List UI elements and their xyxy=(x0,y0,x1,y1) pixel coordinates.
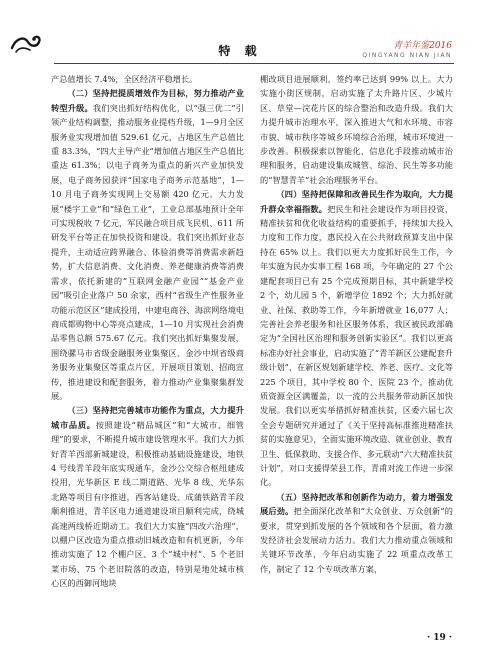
paragraph: 棚改项目进展顺利，签约率已达到 99% 以上。大力实施小街区规制，启动实施了太升路片区、少城片区、草堂—浣花片区的综合整治和改造升级。我们大力提升城市治理水平，深入推进大气和水环境、市容市貌、城市秩序等城乡环境综合治理，城市环境进一步改善。积极探索以智能化、信息化手段推动城市治理和服务，启动建设集成城管、综治、民生等多功能的“智慧青羊”社会治理服务平台。 xyxy=(260,74,453,185)
paragraph: 产总值增长 7.4%，全区经济平稳增长。 xyxy=(51,74,198,84)
journal-name: 青羊年鉴2016 xyxy=(393,41,452,51)
header-rule xyxy=(54,63,454,64)
paragraph xyxy=(260,187,453,490)
paragraph xyxy=(51,403,244,590)
page-number: · 19 · xyxy=(426,633,452,643)
paragraph-lead: （三）坚持把完善城市功能作为重点，大力提升城市品质。 xyxy=(51,405,244,430)
paragraph xyxy=(51,86,244,403)
paragraph-lead: （四）坚持把保障和改善民生作为取向，大力提升群众幸福指数。 xyxy=(260,189,453,214)
paragraph-body: 我们突出抓好结构优化，以“强三优二”引领产业结构调整，推动服务业提档升级，1—9月全区服务业实现增加值 529.61 亿元，占地区生产总值比重 83.3%，“四大主导产业”增加值占地区生产总值比重达 61.3%；以电子商务为重点的新兴产业加快发展，电子商务园获评“国家电子商务示范基地”，1—10 月电子商务实现网上交易额 420 亿元。大力发展“楼宇工业”和“绿色工业”，工业总部基地预计全年可实现税收 7 亿元，军民融合项目成飞民机、611 所研发平台等正在加快投资和建设。我们突出抓好业态提升，主动适应跨界融合、体验消费等消费需求新趋势，扩大信息消费、文化消费、养老健康消费等消费需求，依托新建的“互联网金融产业园”“基金产业园”吸引企业落户 50 余家，西村“省级生产性服务业功能示范区区”建成投用，中建电商谷、海滨网络境电商成都购物中心等亮点建成，1—10 月实现社会消费品零售总额 575.67 亿元。我们突出抓好集聚发展，围绕骡马市省级金融服务业集聚区、金沙中坝省级商务服务业集聚区等重点片区，开展项目策划、招商宣传，推进建设和配套服务，着力推动产业集聚集群发展。 xyxy=(51,102,244,401)
paragraph-lead: （二）坚持把提质增效作为目标，努力推动产业转型升级。 xyxy=(51,88,244,113)
paragraph-body: 按照建设“精品城区”和“大城市、细管理”的要求，不断提升城市建设管理水平。我们大力抓好青羊西部新城建设，积极推动基础设施建设，地铁 4 号线青羊段年底实现通车，金沙公交综合枢纽建成投用，光华新区 E 线二期道路、光华 8 线、光华东北路等项目有序推进，西客站建设、成蒲铁路青羊段顺利推进，青羊区电力通道建设项目顺利完成，绕城高速两线桥近期动工。我们大力实施“四改六治理”，以棚户区改造为重点推动旧城改造和有机更新，今年推动实施了 12 个棚户区、3 个“城中村”、5 个老旧菜市场、75 个老旧院落的改造，特别是地处城市核心区的西御河地块 xyxy=(51,419,244,589)
journal-pinyin: QINGYANG NIAN JIAN xyxy=(362,52,452,59)
left-column xyxy=(51,72,244,591)
paragraph-lead: （五）坚持把改革和创新作为动力，着力增强发展后劲。 xyxy=(260,491,453,517)
paragraph-body: 把民生和社会建设作为项目投资，精准扶贫和优化收益结构的重要抓手，持续加大投入力度和工作力度，惠民投入在公共财政预算支出中保持在 65% 以上。我们以更大力度抓好民生工作，今年实施为民办实事工程 168 项，今年确定的 27 个公建配套项目已有 25 个完成预期目标，其中新建学校 2 个，幼儿园 5 个，新增学位 1892 个；大力抓好就业、社保、救助等工作，今年新增就业 16,077 人；完善社会养老服务和社区服务体系，我区被民政部确定为“全国社区治理和服务创新实验区”。我们以更高标准办好社会事业，启动实施了“青羊新区公建配套升级计划”，在新区规划新建学校、养老、医疗、文化等 225 个项目，其中学校 80 个、医院 23 个，推动优质资源全区满覆盖，以一流的公共服务带动新区加快发展。我们以更实举措抓好精准扶贫，区委六届七次全会专题研究并通过了《关于坚持高标准推进精准扶贫的实施意见》，全面实施环境改造、就业创业、教育卫生、低保救助、支援合作、多元联动“六大精准扶贫计划”，对口支援得荣县工作，青甫对流工作进一步深化。 xyxy=(260,203,453,488)
paragraph xyxy=(260,490,453,576)
section-title: 特 载 xyxy=(218,44,262,58)
page-header xyxy=(0,0,480,66)
right-column xyxy=(260,72,453,576)
paragraph-body: 把全面深化改革和“大众创业、万众创新”的要求，贯穿到抓发展的各个领域和各个层面，着力激发经济社会发展动力活力。我们大力推动重点领域和关键环节改革，今年启动实施了 22 项重点改革工作，制定了 12 个专项改革方案， xyxy=(260,506,453,574)
